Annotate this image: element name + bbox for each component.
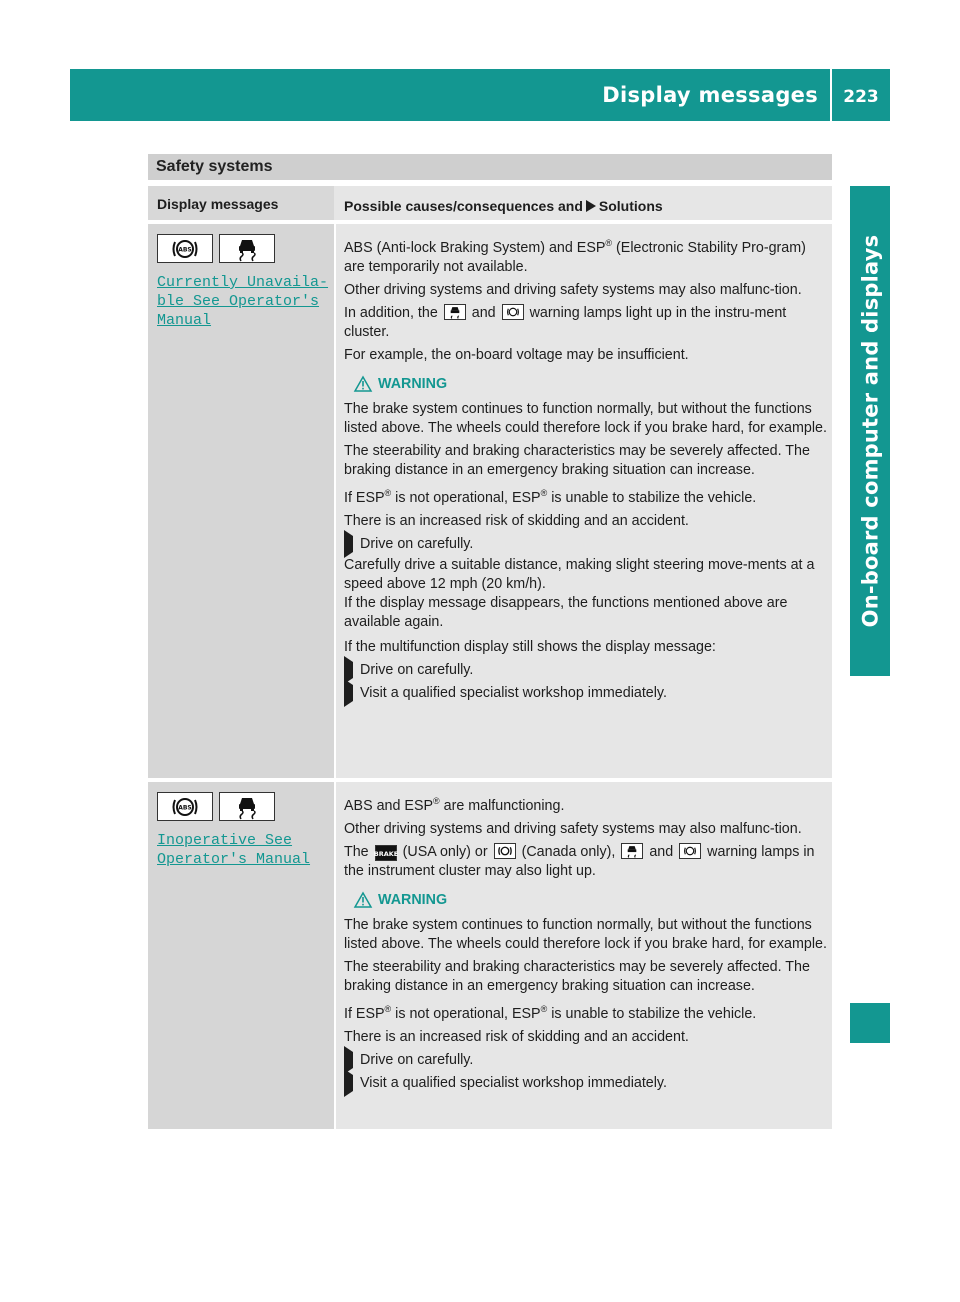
display-message-text: Inoperative See Operator's Manual [157, 832, 311, 868]
bullet-subtext-2: If the display message disappears, the functions mentioned above are available again. [344, 594, 788, 630]
svg-text:ABS: ABS [178, 804, 192, 811]
text-malfunctioning: are malfunctioning. [439, 797, 565, 814]
arrow-right-icon [344, 1069, 353, 1097]
esp-skid-icon [444, 304, 466, 320]
text-if-esp: If ESP [344, 1005, 385, 1022]
text-in-addition: In addition, the [344, 304, 438, 321]
warning-triangle-icon [354, 376, 372, 392]
brake-circle-icon [494, 843, 516, 859]
registered-mark: ® [540, 1003, 548, 1014]
messages-table [148, 186, 832, 1129]
text-abs-esp: ABS and ESP [344, 797, 434, 814]
bullet-text: Visit a qualified specialist workshop immediately. [360, 1074, 667, 1091]
text-if-esp: If ESP [344, 489, 385, 506]
warning-label: WARNING [378, 891, 448, 908]
table-row [148, 224, 832, 778]
text-and: and [471, 304, 496, 321]
svg-text:BRAKE: BRAKE [373, 849, 398, 858]
col2-label-pre: Possible causes/consequences and [344, 198, 583, 214]
display-message-cell [148, 224, 334, 778]
registered-mark: ® [605, 238, 613, 248]
page-number: 223 [843, 87, 879, 107]
warning-triangle-icon [354, 892, 372, 908]
warning-label: WARNING [378, 375, 448, 392]
text-other-systems: Other driving systems and driving safety systems may also malfunc-tion. [344, 281, 802, 298]
text-the: The [344, 843, 369, 860]
bullet-subtext: Carefully drive a suitable distance, making slight steering move-ments at a speed above 12 mph (20 km/h). [344, 556, 815, 592]
text-other-systems: Other driving systems and driving safety systems may also malfunc-tion. [344, 820, 802, 837]
warning-text-2: The steerability and braking characteristics may be severely affected. The braking distance in an emergency braking situation can increase. [344, 958, 810, 994]
bullet-text: Drive on carefully. [360, 1051, 474, 1068]
warning-text-4: There is an increased risk of skidding and an accident. [344, 512, 689, 529]
bullet-text: Drive on carefully. [360, 535, 474, 552]
col-causes-solutions [336, 186, 832, 220]
registered-mark: ® [433, 796, 440, 806]
side-tab-title: On-board computer and displays [858, 234, 882, 628]
brake-icon [375, 845, 397, 861]
arrow-right-icon [344, 679, 353, 707]
registered-mark: ® [540, 487, 548, 498]
list-item [344, 535, 828, 554]
page-number-box [832, 69, 890, 121]
warning-heading [354, 891, 828, 910]
registered-mark: ® [384, 1003, 392, 1014]
warning-text-1: The brake system continues to function normally, but without the functions listed above. The wheels could therefore lock if you brake hard, for example. [344, 400, 827, 436]
text-usa-only: (USA only) or [402, 843, 488, 860]
bullet-text: Drive on carefully. [360, 661, 474, 678]
bullet-text: Visit a qualified specialist workshop immediately. [360, 684, 667, 701]
display-message-cell [148, 782, 334, 1129]
esp-skid-icon [219, 234, 275, 263]
abs-icon [157, 792, 213, 821]
solutions-cell [336, 782, 832, 1129]
warning-text-2: The steerability and braking characteristics may be severely affected. The braking distance in an emergency braking situation can increase. [344, 442, 810, 478]
col-display-messages: Display messages [148, 186, 334, 220]
warning-heading [354, 375, 828, 394]
warning-text-1: The brake system continues to function normally, but without the functions listed above. The wheels could therefore lock if you brake hard, for example. [344, 916, 827, 952]
col2-label-post: Solutions [598, 198, 663, 214]
svg-text:ABS: ABS [178, 246, 192, 253]
text-warning-lamps: warning lamps in the instrument cluster may also light up. [344, 843, 815, 879]
text-warning-lamps: warning lamps light up in the instru-ment cluster. [344, 304, 787, 340]
text-and: and [649, 843, 674, 860]
list-item [344, 684, 828, 703]
warning-text-4: There is an increased risk of skidding and an accident. [344, 1028, 689, 1045]
text-unable-stabilize: is unable to stabilize the vehicle. [547, 1005, 757, 1022]
text-not-operational: is not operational, ESP [391, 489, 541, 506]
arrow-right-icon [586, 200, 596, 212]
display-message-text: Currently Unavaila‐ ble See Operator's Manual [157, 274, 329, 329]
side-marker [850, 1003, 890, 1043]
arrow-right-icon [344, 530, 353, 558]
abs-icon [157, 234, 213, 263]
table-row [148, 782, 832, 1129]
solutions-cell [336, 224, 832, 778]
list-item [344, 661, 828, 680]
abs-icon [679, 843, 701, 859]
abs-icon [502, 304, 524, 320]
list-item [344, 1051, 828, 1070]
registered-mark: ® [384, 487, 392, 498]
text-unable-stabilize: is unable to stabilize the vehicle. [547, 489, 757, 506]
text-temporarily-unavailable: (Electronic Stability Pro-gram) are temporarily not available. [344, 239, 806, 275]
page-header-title: Display messages [602, 83, 818, 107]
header-bar [70, 69, 830, 121]
list-item [344, 1074, 828, 1093]
section-title: Safety systems [148, 154, 832, 180]
text-voltage: For example, the on-board voltage may be insufficient. [344, 346, 689, 363]
text-multifunction: If the multifunction display still shows the display message: [344, 638, 716, 655]
text-abs-esp: ABS (Anti-lock Braking System) and ESP [344, 239, 606, 256]
esp-skid-icon [219, 792, 275, 821]
text-not-operational: is not operational, ESP [391, 1005, 541, 1022]
esp-skid-icon [621, 843, 643, 859]
side-tab [850, 186, 890, 676]
text-canada-only: (Canada only), [521, 843, 616, 860]
table-header [148, 186, 832, 220]
